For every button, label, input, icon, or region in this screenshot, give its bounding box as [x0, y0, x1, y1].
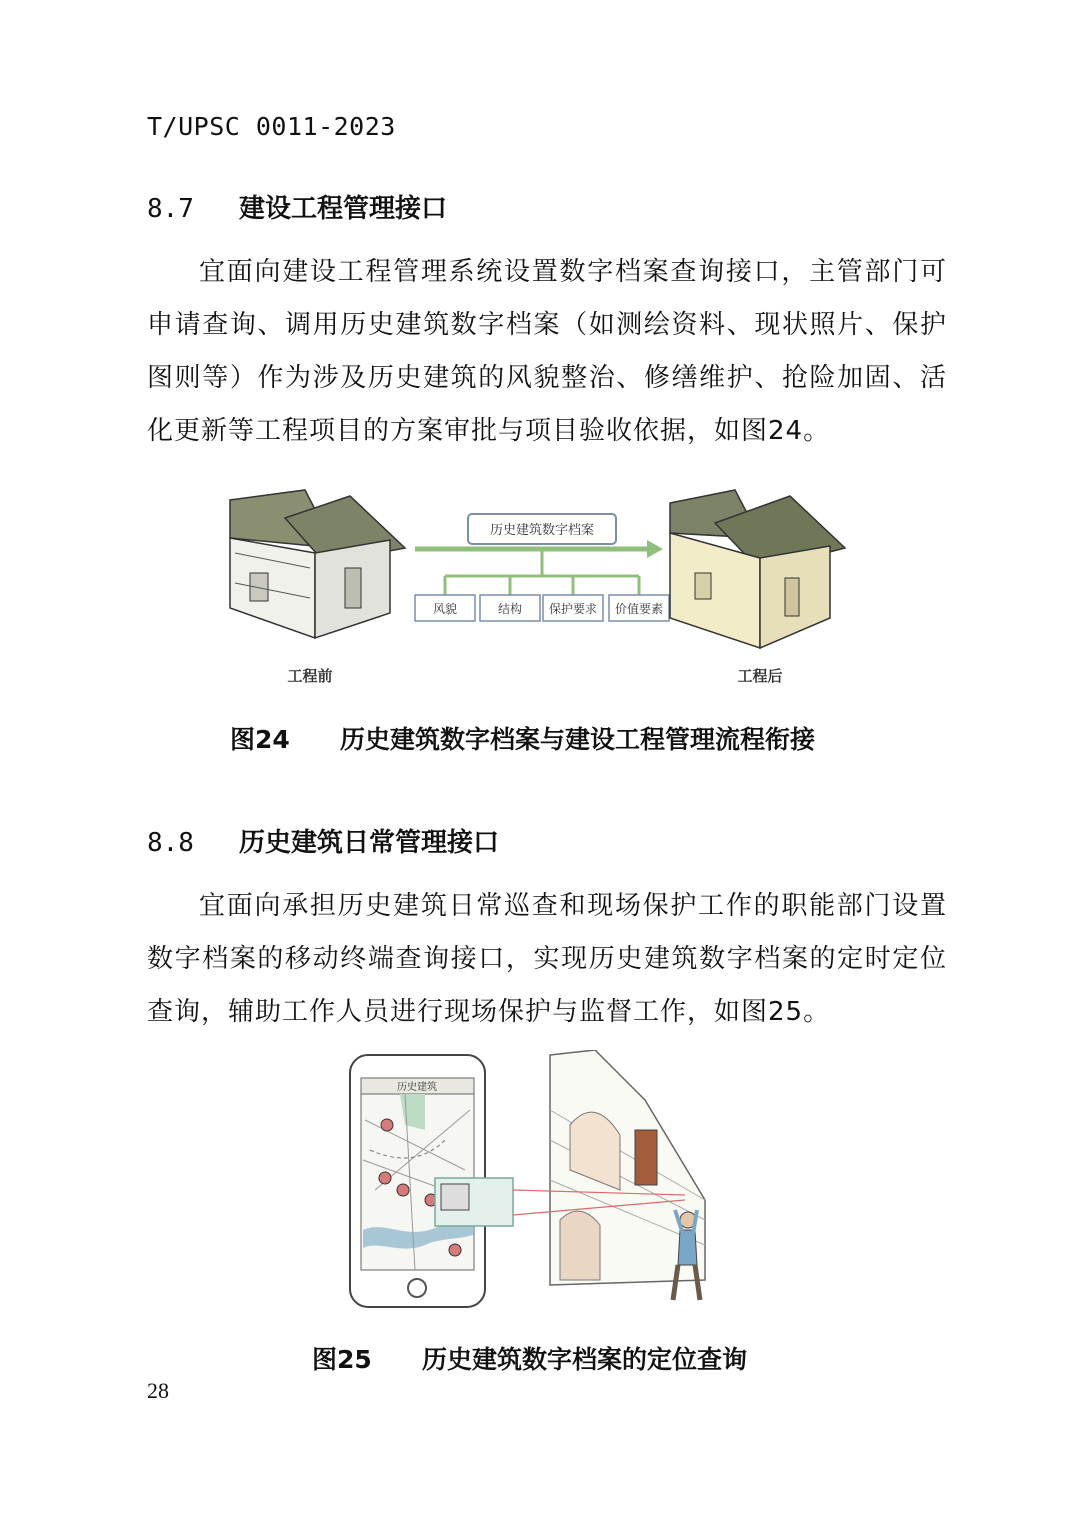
shop-sign	[635, 1130, 657, 1185]
building-after-illustration	[670, 490, 845, 648]
caption-text: 历史建筑数字档案与建设工程管理流程衔接	[340, 725, 816, 754]
figure-25-illustration	[345, 1050, 745, 1315]
paragraph-text: 宜面向承担历史建筑日常巡查和现场保护工作的职能部门设置数字档案的移动终端查询接口，实现历史建筑数字档案的定时定位查询，辅助工作人员进行现场保护与监督工作，如图25。	[147, 891, 947, 1027]
after-label: 工程后	[737, 667, 783, 685]
section-8-7-paragraph	[147, 246, 947, 458]
section-title: 建设工程管理接口	[239, 194, 448, 224]
item-label-2: 结构	[497, 602, 523, 616]
phone-screen-title: 历史建筑	[397, 1082, 437, 1093]
item-label-1: 风貌	[432, 602, 458, 616]
page-number: 28	[147, 1378, 169, 1403]
digital-archive-label: 历史建筑数字档案	[489, 523, 595, 538]
before-label: 工程前	[287, 667, 333, 685]
item-label-3: 保护要求	[548, 602, 598, 616]
section-title: 历史建筑日常管理接口	[239, 828, 500, 858]
caption-number: 图25	[312, 1345, 372, 1374]
section-8-8-paragraph	[147, 880, 947, 1039]
paragraph-text: 宜面向建设工程管理系统设置数字档案查询接口，主管部门可申请查询、调用历史建筑数字档案（如测绘资料、现状照片、保护图则等）作为涉及历史建筑的风貌整治、修缮维护、抢险加固、活化更新等工程项目的方案审批与项目验收依据，如图24。	[147, 257, 947, 446]
section-heading-8-8	[147, 822, 499, 859]
flow-arrow-head	[647, 540, 663, 558]
caption-text: 历史建筑数字档案的定位查询	[422, 1345, 748, 1374]
caption-number: 图24	[230, 725, 290, 754]
item-label-4: 价值要素	[614, 602, 664, 616]
section-number: 8.7	[147, 194, 194, 224]
document-number: T/UPSC 0011-2023	[147, 112, 396, 141]
figure-24-diagram	[215, 478, 875, 693]
figure-25-caption	[312, 1340, 747, 1376]
figure-24-caption	[230, 720, 815, 756]
section-heading-8-7	[147, 188, 447, 225]
section-number: 8.8	[147, 828, 194, 858]
building-before-illustration	[230, 490, 405, 638]
